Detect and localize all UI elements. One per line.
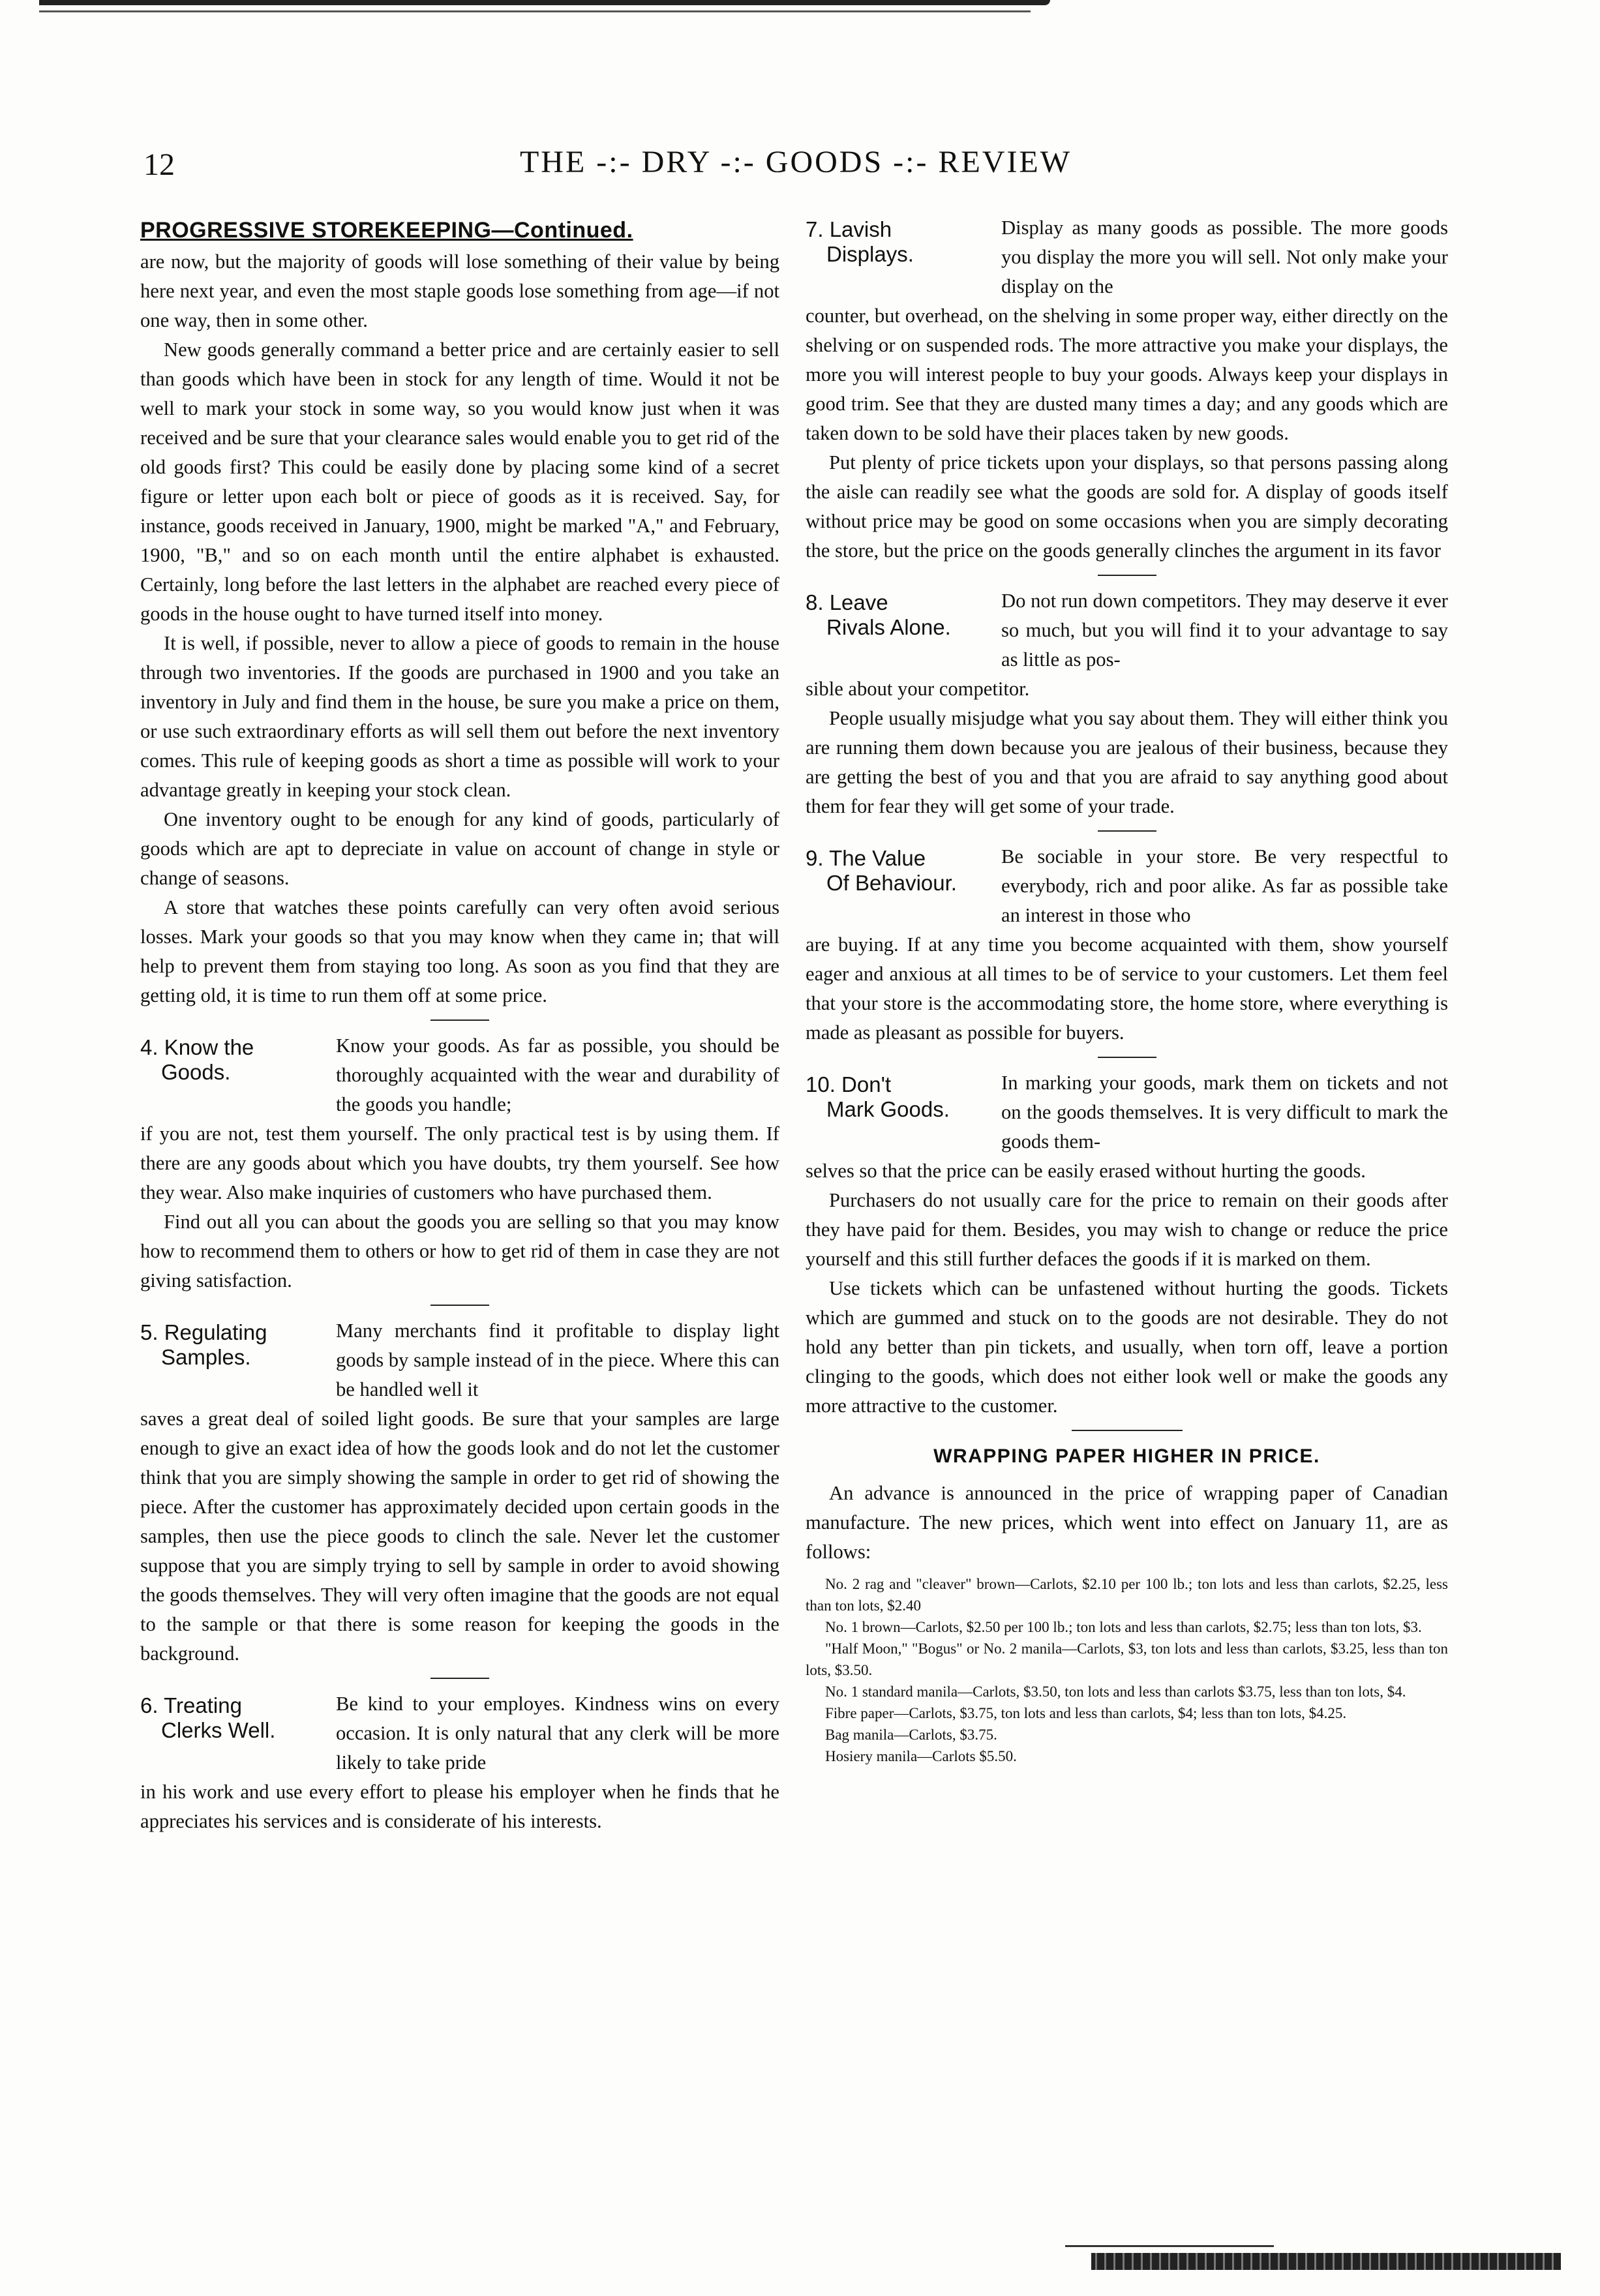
paragraph: Use tickets which can be unfastened without hurting the goods. Tickets which are gummed and stuck on to the goods are not desirable. They do not hold any better than pin tickets, and usually, when torn off, leave a portion clinging to the goods, which does not either look well or make the goods any more attractive to the customer.: [806, 1277, 1448, 1417]
paragraph: sible about your competitor.: [806, 678, 1030, 700]
paragraph: are now, but the majority of goods will lose something of their value by being here next year, and even the most staple goods lose something from age—if not one way, then in some other.: [140, 250, 779, 331]
divider: [1072, 1430, 1183, 1431]
paragraph: Be kind to your employes. Kindness wins on every occasion. It is only natural that any clerk will be more likely to take pride: [336, 1693, 779, 1774]
scan-edge-top-line: [39, 10, 1031, 12]
price-list: [806, 1573, 1448, 1767]
paragraph: One inventory ought to be enough for any kind of goods, particularly of goods which are apt to depreciate in value on account of change in style or change of seasons.: [140, 808, 779, 889]
paragraph: counter, but overhead, on the shelving in some proper way, either directly on the shelving or on suspended rods. The more attractive you make your displays, the more you will interest people to buy your goods. Always keep your displays in good trim. See that they are dusted many times a day; and any goods which are taken down to be sold have their places taken by new goods.: [806, 305, 1448, 444]
price-item: Hosiery manila—Carlots $5.50.: [825, 1748, 1017, 1764]
topic-value-of-behaviour: [806, 842, 1448, 930]
paragraph: Put plenty of price tickets upon your displays, so that persons passing along the aisle can readily see what the goods are sold for. A display of goods itself without price may be good on some occasions when you are simply decorating the store, but the price on the goods generally clinches the argument in its favor: [806, 451, 1448, 562]
topic-label: 8. Leave Rivals Alone.: [806, 590, 951, 639]
paragraph: are buying. If at any time you become acquainted with them, show yourself eager and anxious at all times to be of service to your customers. Let them feel that your store is the accommodating store, the home store, where everything is made as pleasant as possible for buyers.: [806, 933, 1448, 1044]
paragraph: in his work and use every effort to please his employer when he finds that he appreciates his services and is considerate of his interests.: [140, 1781, 779, 1832]
topic-lavish-displays: [806, 213, 1448, 301]
paragraph: Do not run down competitors. They may deserve it ever so much, but you will find it to your advantage to say as little as pos-: [1001, 590, 1448, 671]
section-heading: PROGRESSIVE STOREKEEPING—Continued.: [140, 218, 633, 243]
paragraph: saves a great deal of soiled light goods. Be sure that your samples are large enough to give an exact idea of how the goods look and do not let the customer think that you are simply showing the sample in order to get rid of showing the piece. After the customer has approximately decided upon certain goods in the samples, then use the piece goods to clinch the sale. Never let the customer suppose that you are simply trying to sell by sample in order to avoid showing the goods themselves. They will very often imagine that the goods are not equal to the sample or that there is some reason for keeping the goods in the background.: [140, 1408, 779, 1665]
scan-edge-bottom-line: [1065, 2245, 1274, 2247]
right-column: [806, 205, 1448, 1767]
paragraph: Know your goods. As far as possible, you should be thoroughly acquainted with the wear and durability of the goods you handle;: [336, 1035, 779, 1115]
topic-label: 10. Don't Mark Goods.: [806, 1072, 950, 1121]
paragraph: A store that watches these points carefully can very often avoid serious losses. Mark your goods so that you may know when they came in; that will help to prevent them from staying too long. As soon as you find that they are getting old, it is time to run them off at some price.: [140, 896, 779, 1006]
topic-treating-clerks-well: [140, 1689, 779, 1777]
paragraph: Find out all you can about the goods you are selling so that you may know how to recommend them to others or how to get rid of them in case they are not giving satisfaction.: [140, 1211, 779, 1292]
paragraph: Be sociable in your store. Be very respectful to everybody, rich and poor alike. As far as possible take an interest in those who: [1001, 845, 1448, 926]
page-header: [130, 140, 1461, 199]
paragraph: People usually misjudge what you say about them. They will either think you are running them down because you are jealous of their business, because they are getting the best of you and that you are afraid to say anything good about them for fear they will get some of your trade.: [806, 707, 1448, 817]
paragraph: selves so that the price can be easily erased without hurting the goods.: [806, 1160, 1366, 1182]
topic-know-the-goods: [140, 1031, 779, 1119]
paragraph: In marking your goods, mark them on tickets and not on the goods themselves. It is very difficult to mark the goods them-: [1001, 1072, 1448, 1153]
divider: [430, 1305, 489, 1306]
divider: [1098, 1057, 1156, 1058]
divider: [1098, 575, 1156, 576]
topic-label: 7. Lavish Displays.: [806, 217, 914, 266]
price-item: Fibre paper—Carlots, $3.75, ton lots and less than carlots, $4; less than ton lots, $4.25.: [825, 1705, 1347, 1721]
paragraph: Display as many goods as possible. The more goods you display the more you will sell. Not only make your display on the: [1001, 217, 1448, 297]
topic-leave-rivals-alone: [806, 586, 1448, 674]
price-item: Bag manila—Carlots, $3.75.: [825, 1727, 997, 1743]
topic-label: 5. Regulating Samples.: [140, 1320, 267, 1369]
price-item: No. 1 standard manila—Carlots, $3.50, ton lots and less than carlots $3.75, less than ton lots, $4.: [825, 1684, 1406, 1700]
price-item: No. 1 brown—Carlots, $2.50 per 100 lb.; ton lots and less than carlots, $2.75; less than ton lots, $3.: [825, 1619, 1422, 1635]
divider: [430, 1020, 489, 1021]
price-item: No. 2 rag and "cleaver" brown—Carlots, $2.10 per 100 lb.; ton lots and less than carlots, $2.25, less than ton lots, $2.40: [806, 1576, 1448, 1614]
paragraph: An advance is announced in the price of wrapping paper of Canadian manufacture. The new prices, which went into effect on January 11, are as follows:: [806, 1482, 1448, 1563]
paragraph: if you are not, test them yourself. The only practical test is by using them. If there are any goods about which you have doubts, try them yourself. See how they wear. Also make inquiries of customers who have purchased them.: [140, 1123, 779, 1203]
scan-edge-bottom: [1091, 2253, 1561, 2270]
paragraph: Many merchants find it profitable to display light goods by sample instead of in the piece. Where this can be handled well it: [336, 1320, 779, 1400]
paragraph: It is well, if possible, never to allow a piece of goods to remain in the house through two inventories. If the goods are purchased in 1900 and you take an inventory in July and find them in the house, be sure you make a price on them, or use such extraordinary efforts as will sell them out before the next inventory comes. This rule of keeping goods as short a time as possible will work to your advantage greatly in keeping your stock clean.: [140, 632, 779, 801]
running-title: THE -:- DRY -:- GOODS -:- REVIEW: [519, 145, 1072, 179]
scan-edge-top: [39, 0, 1050, 5]
topic-label: 4. Know the Goods.: [140, 1035, 254, 1084]
topic-dont-mark-goods: [806, 1068, 1448, 1156]
price-item: "Half Moon," "Bogus" or No. 2 manila—Carlots, $3, ton lots and less than carlots, $3.25, less than ton lots, $3.50.: [806, 1640, 1448, 1678]
divider: [430, 1678, 489, 1679]
page-number: 12: [143, 147, 175, 182]
topic-label: 9. The Value Of Behaviour.: [806, 846, 957, 895]
topic-label: 6. Treating Clerks Well.: [140, 1693, 276, 1742]
left-column: [140, 205, 779, 1836]
paragraph: Purchasers do not usually care for the price to remain on their goods after they have paid for them. Besides, you may wish to change or reduce the price yourself and this still further defaces the goods if it is marked on them.: [806, 1189, 1448, 1270]
divider: [1098, 830, 1156, 832]
topic-regulating-samples: [140, 1316, 779, 1404]
paragraph: New goods generally command a better price and are certainly easier to sell than goods which have been in stock for any length of time. Would it not be well to mark your stock in some way, so you would know just when it was received and be sure that your clearance sales would enable you to get rid of the old goods first? This could be easily done by placing some kind of a secret figure or letter upon each bolt or piece of goods as it is received. Say, for instance, goods received in January, 1900, might be marked "A," and February, 1900, "B," and so on each month until the entire alphabet is exhausted. Certainly, long before the last letters in the alphabet are reached every piece of goods in the house ought to have turned itself into money.: [140, 339, 779, 625]
article-heading: WRAPPING PAPER HIGHER IN PRICE.: [933, 1445, 1320, 1467]
